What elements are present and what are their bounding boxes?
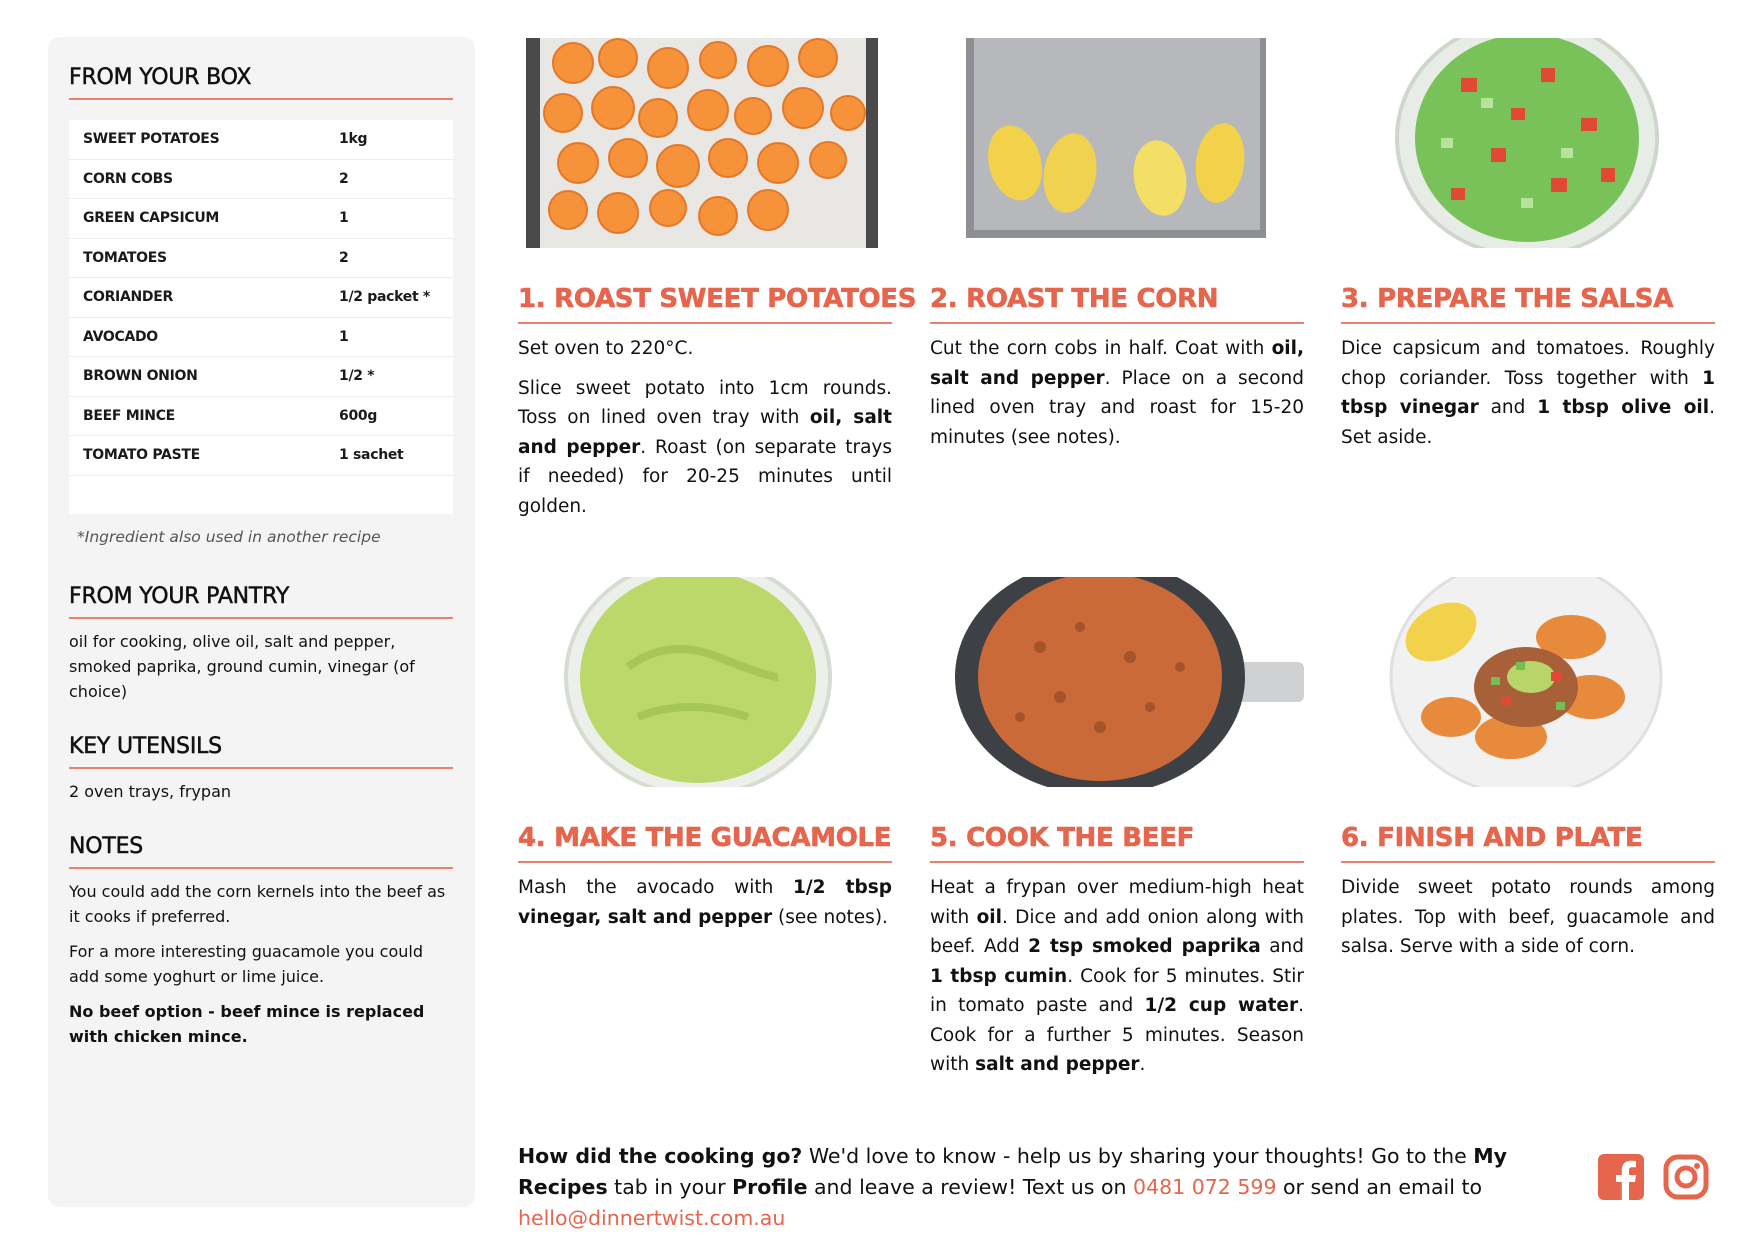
step-2-p1: Cut the corn cobs in half. Coat with oil, salt and pepper. Place on a second lined oven tray and roast for 15-20 minutes (see notes). [930,338,1304,448]
step-5 [930,577,1304,1090]
feedback-question: How did the cooking go? [518,1144,803,1168]
step-6-body [1341,873,1715,962]
corn-photo [930,38,1304,248]
ingredients-sidebar [48,37,475,1207]
ingredient-name: SWEET POTATOES [83,131,220,148]
note-3: No beef option - beef mince is replaced with chicken mince. [69,1001,425,1046]
ingredient-row [69,199,453,239]
step-2 [930,38,1304,462]
ingredient-name: CORN COBS [83,170,173,187]
step-6-title: 6. FINISH AND PLATE [1341,823,1715,863]
step-5-title: 5. COOK THE BEEF [930,823,1304,863]
email-link[interactable]: hello@dinnertwist.com.au [518,1206,786,1230]
from-your-pantry-title: FROM YOUR PANTRY [69,584,453,619]
phone-link[interactable]: 0481 072 599 [1133,1175,1277,1199]
step-1 [518,38,917,531]
beef-pan-photo [930,577,1304,787]
ingredient-name: CORIANDER [83,289,173,306]
guacamole-photo [518,577,892,787]
ingredient-qty: 2 [339,249,349,266]
step-1-title: 1. ROAST SWEET POTATOES [518,284,892,324]
finished-plate-photo [1341,577,1715,787]
note-2: For a more interesting guacamole you could add some yoghurt or lime juice. [69,941,423,986]
instagram-icon[interactable] [1663,1154,1709,1204]
ingredient-name: BEEF MINCE [83,407,175,424]
ingredient-row [69,436,453,476]
key-utensils-title: KEY UTENSILS [69,734,453,769]
ingredient-row [69,120,453,160]
step-1-body [518,334,892,521]
ingredient-name: TOMATOES [83,249,167,266]
ingredients-table [69,120,453,514]
ingredient-name: TOMATO PASTE [83,447,200,464]
ingredient-row [69,160,453,200]
sweet-potatoes-photo [518,38,892,248]
ingredient-qty: 1 [339,328,349,345]
step-3-p1: Dice capsicum and tomatoes. Roughly chop coriander. Toss together with 1 tbsp vinegar and 1 tbsp olive oil. Set aside. [1341,338,1715,448]
step-3-title: 3. PREPARE THE SALSA [1341,284,1715,324]
ingredient-qty: 1/2 * [339,368,375,385]
ingredient-qty: 1/2 packet * [339,289,430,306]
ingredient-qty: 1 [339,210,349,227]
ingredient-name: AVOCADO [83,328,158,345]
step-3-body [1341,334,1715,452]
ingredient-name: GREEN CAPSICUM [83,210,220,227]
ingredient-row [69,318,453,358]
ingredient-row-empty [69,476,453,514]
step-1-p1: Set oven to 220°C. [518,338,694,359]
ingredient-qty: 1 sachet [339,447,404,464]
step-6-p1: Divide sweet potato rounds among plates. Top with beef, guacamole and salsa. Serve with a side of corn. [1341,877,1715,957]
step-2-body [930,334,1304,452]
pantry-text: oil for cooking, olive oil, salt and pepper, smoked paprika, ground cumin, vinegar (of choice) [69,631,415,701]
step-4-title: 4. MAKE THE GUACAMOLE [518,823,892,863]
facebook-icon[interactable] [1598,1154,1644,1204]
from-your-box-title: FROM YOUR BOX [69,65,453,100]
ingredient-row [69,278,453,318]
ingredient-row [69,397,453,437]
step-2-title: 2. ROAST THE CORN [930,284,1304,324]
ingredient-footnote: *Ingredient also used in another recipe [77,527,381,546]
ingredient-qty: 600g [339,407,378,424]
step-4-p1: Mash the avocado with 1/2 tbsp vinegar, salt and pepper (see notes). [518,877,892,928]
salsa-photo [1341,38,1715,248]
ingredient-row [69,239,453,279]
notes-title: NOTES [69,834,453,869]
step-4-body [518,873,892,932]
ingredient-name: BROWN ONION [83,368,198,385]
utensils-text: 2 oven trays, frypan [69,781,232,801]
ingredient-qty: 1kg [339,131,368,148]
ingredient-qty: 2 [339,170,349,187]
step-5-p1: Heat a frypan over medium-high heat with oil. Dice and add onion along with beef. Add 2 tsp smoked paprika and 1 tbsp cumin. Cook for 5 minutes. Stir in tomato paste and 1/2 cup water. Cook for a further 5 minutes. Season with salt and pepper. [930,877,1304,1075]
profile-link[interactable]: Profile [732,1175,808,1199]
step-5-body [930,873,1304,1080]
step-3 [1341,38,1715,462]
ingredient-row [69,357,453,397]
feedback-text: How did the cooking go? We'd love to know - help us by sharing your thoughts! Go to the My Recipes tab in your Profile and leave a review! Text us on 0481 072 599 or send an email to hello@dinnertwist.com.au [518,1144,1508,1230]
my-recipes-link[interactable]: My Recipes [518,1144,1508,1199]
step-6 [1341,577,1715,972]
note-1: You could add the corn kernels into the beef as it cooks if preferred. [69,881,446,926]
step-4 [518,577,892,942]
step-1-p2: Slice sweet potato into 1cm rounds. Toss on lined oven tray with oil, salt and pepper. Roast (on separate trays if needed) for 20-25 minutes until golden. [518,377,892,517]
